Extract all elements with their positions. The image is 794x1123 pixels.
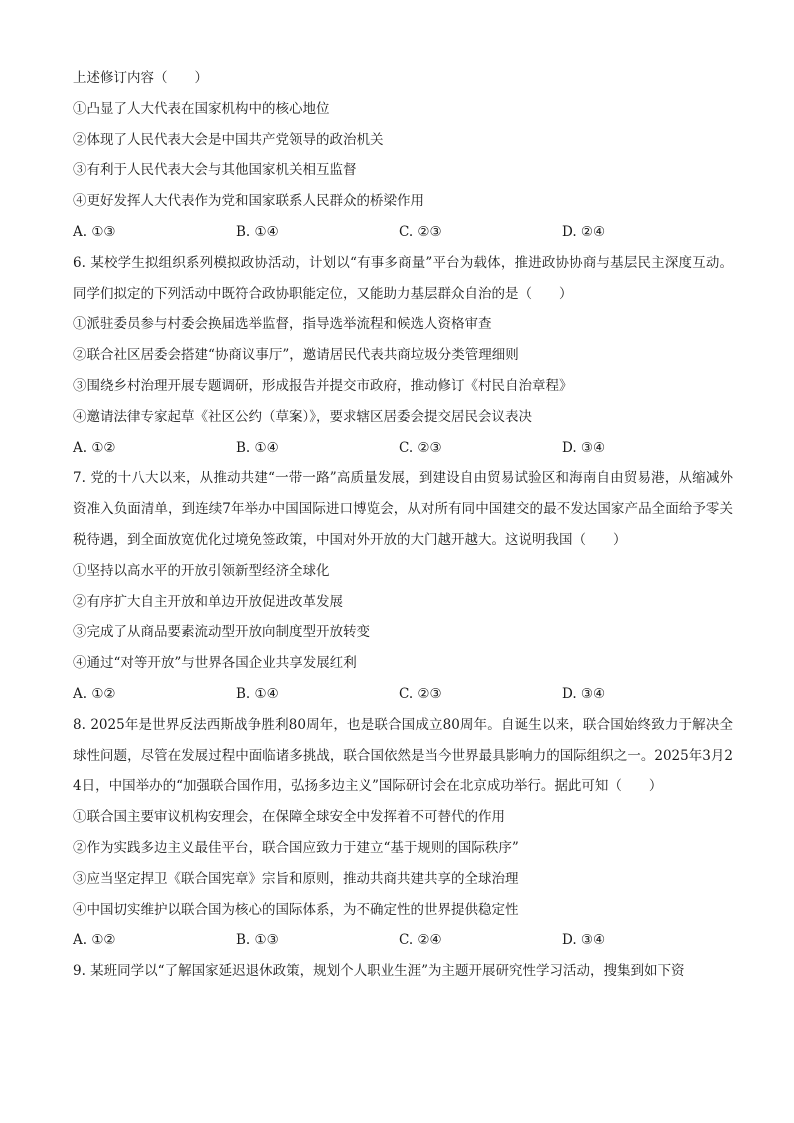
q8-item-2: ②作为实践多边主义最佳平台，联合国应致力于建立“基于规则的国际秩序” bbox=[73, 839, 519, 856]
q7-option-b: B. ①④ bbox=[236, 685, 279, 702]
q6-stem: 6. 某校学生拟组织系列模拟政协活动，计划以“有事多商量”平台为载体，推进政协协商与基层民主深度互动。同学们拟定的下列活动中既符合政协职能定位，又能助力基层群众自治的是（ ） bbox=[73, 254, 733, 302]
q6-option-c: C. ②③ bbox=[399, 439, 442, 456]
q6-option-b: B. ①④ bbox=[236, 439, 279, 456]
q8-option-c: C. ②④ bbox=[399, 932, 442, 949]
q8-item-1: ①联合国主要审议机构安理会，在保障全球安全中发挥着不可替代的作用 bbox=[73, 809, 505, 826]
q8-options bbox=[73, 925, 733, 956]
q7-stem: 7. 党的十八大以来，从推动共建“一带一路”高质量发展，到建设自由贸易试验区和海南自由贸易港，从缩减外资准入负面清单，到连续7年举办中国国际进口博览会，从对所有同中国建交的最不发达国家产品全面给予零关税待遇，到全面放宽优化过境免签政策，中国对外开放的大门越开越大。这说明我国（ ） bbox=[73, 470, 733, 548]
q6-option-d: D. ③④ bbox=[562, 439, 606, 456]
q5-option-a: A. ①③ bbox=[73, 223, 116, 240]
q5-item-4: ④更好发挥人大代表作为党和国家联系人民群众的桥梁作用 bbox=[73, 193, 424, 210]
q8-option-b: B. ①③ bbox=[236, 932, 279, 949]
q5-option-b: B. ①④ bbox=[236, 223, 279, 240]
q7-option-c: C. ②③ bbox=[399, 685, 442, 702]
q9-stem: 9. 某班同学以“了解国家延迟退休政策，规划个人职业生涯”为主题开展研究性学习活动，搜集到如下资 bbox=[73, 963, 685, 980]
q7-item-4: ④通过“对等开放”与世界各国企业共享发展红利 bbox=[73, 655, 357, 672]
q8-option-a: A. ①② bbox=[73, 932, 116, 949]
q7-option-d: D. ③④ bbox=[562, 685, 606, 702]
q5-item-3: ③有利于人民代表大会与其他国家机关相互监督 bbox=[73, 162, 357, 179]
q7-options bbox=[73, 679, 733, 710]
q7-option-a: A. ①② bbox=[73, 685, 116, 702]
q7-item-2: ②有序扩大自主开放和单边开放促进改革发展 bbox=[73, 593, 343, 610]
q5-item-1: ①凸显了人大代表在国家机构中的核心地位 bbox=[73, 100, 330, 117]
q5-option-c: C. ②③ bbox=[399, 223, 442, 240]
document-page bbox=[73, 63, 733, 987]
q5-options bbox=[73, 217, 733, 248]
q5-stem: 上述修订内容（ ） bbox=[73, 70, 208, 86]
q6-item-2: ②联合社区居委会搭建“协商议事厅”，邀请居民代表共商垃圾分类管理细则 bbox=[73, 347, 519, 364]
q6-item-3: ③围绕乡村治理开展专题调研，形成报告并提交市政府，推动修订《村民自治章程》 bbox=[73, 377, 573, 394]
q6-options bbox=[73, 433, 733, 464]
q6-option-a: A. ①② bbox=[73, 439, 116, 456]
q6-item-4: ④邀请法律专家起草《社区公约（草案）》，要求辖区居委会提交居民会议表决 bbox=[73, 408, 532, 425]
q5-option-d: D. ②④ bbox=[562, 223, 606, 240]
q8-item-4: ④中国切实维护以联合国为核心的国际体系，为不确定性的世界提供稳定性 bbox=[73, 901, 519, 918]
q5-item-2: ②体现了人民代表大会是中国共产党领导的政治机关 bbox=[73, 131, 384, 148]
q7-item-1: ①坚持以高水平的开放引领新型经济全球化 bbox=[73, 562, 330, 579]
q8-stem: 8. 2025年是世界反法西斯战争胜利80周年，也是联合国成立80周年。自诞生以来，联合国始终致力于解决全球性问题，尽管在发展过程中面临诸多挑战，联合国依然是当今世界最具影响力的国际组织之一。2025年3月24日，中国举办的“加强联合国作用，弘扬多边主义”国际研讨会在北京成功举行。据此可知（ ） bbox=[73, 716, 733, 795]
q8-option-d: D. ③④ bbox=[562, 932, 606, 949]
q6-item-1: ①派驻委员参与村委会换届选举监督，指导选举流程和候选人资格审查 bbox=[73, 316, 492, 333]
q7-item-3: ③完成了从商品要素流动型开放向制度型开放转变 bbox=[73, 624, 370, 641]
q8-item-3: ③应当坚定捍卫《联合国宪章》宗旨和原则，推动共商共建共享的全球治理 bbox=[73, 870, 519, 887]
